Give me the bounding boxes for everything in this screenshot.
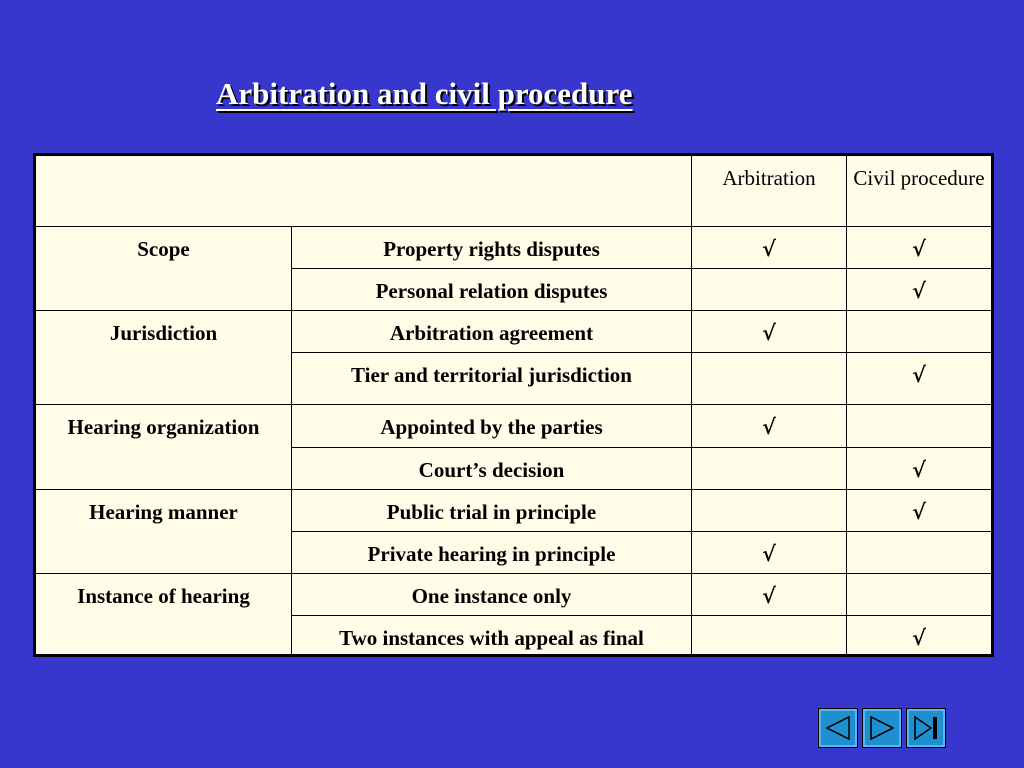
- table-row: [35, 227, 993, 269]
- slide-title: Arbitration and civil procedure: [216, 76, 633, 111]
- next-slide-button[interactable]: [862, 708, 902, 748]
- civil-procedure-check-cell: √: [847, 353, 993, 405]
- civil-procedure-check-cell: √: [847, 489, 993, 531]
- civil-procedure-check-cell: √: [847, 447, 993, 489]
- item-cell: Court’s decision: [292, 447, 692, 489]
- civil-procedure-check-cell: [847, 311, 993, 353]
- item-cell: One instance only: [292, 573, 692, 615]
- arbitration-check-cell: √: [692, 311, 847, 353]
- arbitration-check-cell: [692, 269, 847, 311]
- next-icon: [868, 714, 896, 742]
- previous-icon: [824, 714, 852, 742]
- item-cell: Personal relation disputes: [292, 269, 692, 311]
- header-civil-procedure: Civil procedure: [847, 155, 993, 227]
- header-empty-cell: [35, 155, 692, 227]
- civil-procedure-check-cell: [847, 531, 993, 573]
- arbitration-check-cell: [692, 353, 847, 405]
- end-slide-button[interactable]: [906, 708, 946, 748]
- civil-procedure-check-cell: [847, 573, 993, 615]
- item-cell: Private hearing in principle: [292, 531, 692, 573]
- table-header-row: [35, 155, 993, 227]
- comparison-table: [33, 153, 994, 657]
- arbitration-check-cell: [692, 615, 847, 655]
- category-cell: Instance of hearing: [35, 573, 292, 655]
- category-cell: Jurisdiction: [35, 311, 292, 405]
- item-cell: Arbitration agreement: [292, 311, 692, 353]
- item-cell: Appointed by the parties: [292, 405, 692, 447]
- slide-navigation: [818, 708, 946, 748]
- civil-procedure-check-cell: √: [847, 227, 993, 269]
- table-row: [35, 489, 993, 531]
- category-cell: Hearing organization: [35, 405, 292, 489]
- arbitration-check-cell: [692, 489, 847, 531]
- civil-procedure-check-cell: [847, 405, 993, 447]
- item-cell: Property rights disputes: [292, 227, 692, 269]
- civil-procedure-check-cell: √: [847, 615, 993, 655]
- item-cell: Two instances with appeal as final: [292, 615, 692, 655]
- arbitration-check-cell: √: [692, 227, 847, 269]
- category-cell: Scope: [35, 227, 292, 311]
- item-cell: Tier and territorial jurisdiction: [292, 353, 692, 405]
- category-cell: Hearing manner: [35, 489, 292, 573]
- arbitration-check-cell: √: [692, 405, 847, 447]
- arbitration-check-cell: √: [692, 573, 847, 615]
- table-row: [35, 405, 993, 447]
- arbitration-check-cell: √: [692, 531, 847, 573]
- previous-slide-button[interactable]: [818, 708, 858, 748]
- end-icon: [912, 714, 940, 742]
- table-row: [35, 311, 993, 353]
- item-cell: Public trial in principle: [292, 489, 692, 531]
- arbitration-check-cell: [692, 447, 847, 489]
- table-row: [35, 573, 993, 615]
- civil-procedure-check-cell: √: [847, 269, 993, 311]
- header-arbitration: Arbitration: [692, 155, 847, 227]
